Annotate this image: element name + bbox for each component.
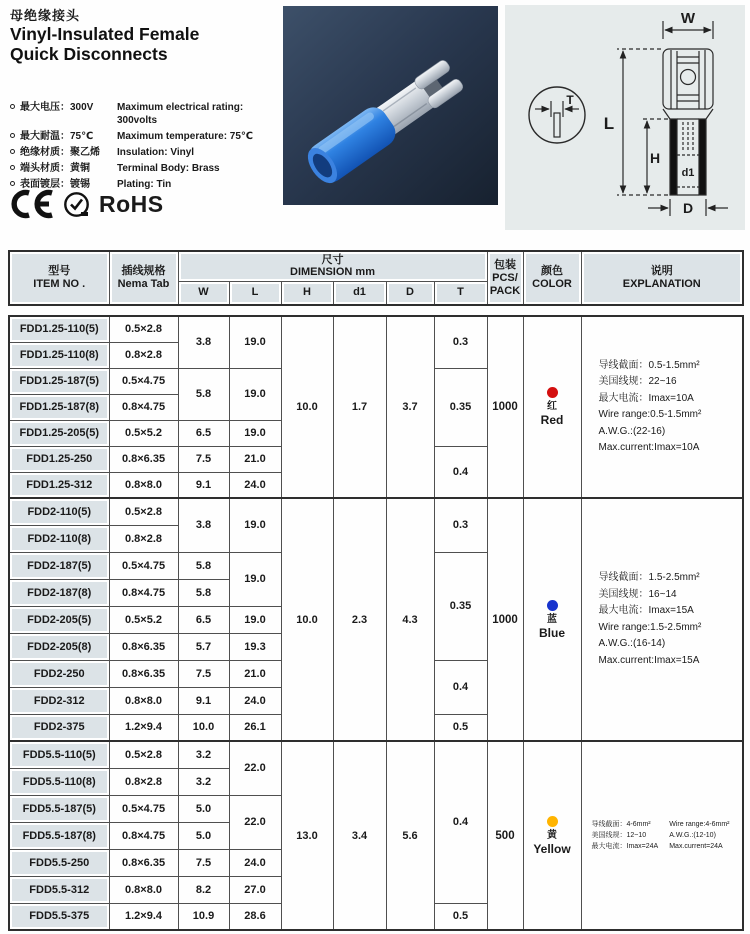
bullet-icon (10, 104, 15, 109)
dim-d-cell: 3.7 (386, 316, 434, 498)
dim-w-cell: 5.7 (178, 633, 229, 660)
dim-w-cell: 5.8 (178, 368, 229, 420)
nema-tab-cell: 0.8×6.35 (109, 446, 178, 472)
dim-l-cell: 27.0 (229, 876, 281, 903)
dim-l-cell: 19.0 (229, 498, 281, 552)
dim-w-cell: 3.8 (178, 498, 229, 552)
item-no-cell: FDD2-187(8) (9, 579, 109, 606)
nema-tab-cell: 0.5×5.2 (109, 420, 178, 446)
explanation-line: A.W.G.:(22-16) (598, 425, 666, 437)
item-no-cell: FDD1.25-187(5) (9, 368, 109, 394)
dim-l-cell: 19.0 (229, 606, 281, 633)
dim-w-cell: 3.8 (178, 316, 229, 368)
item-no-cell: FDD1.25-312 (9, 472, 109, 498)
page-title-cn: 母绝缘接头 (10, 8, 81, 23)
item-no-cell: FDD5.5-187(8) (9, 822, 109, 849)
header-dim-l: L (229, 281, 281, 305)
dim-l-cell: 28.6 (229, 903, 281, 930)
spec-en: Insulation: Vinyl (117, 147, 195, 158)
header-pack-en1: PCS/ (492, 271, 518, 284)
explanation-col-en: Wire range:4-6mm² A.W.G.:(12-10) Max.current=24A (669, 821, 730, 850)
pack-cell: 500 (487, 741, 523, 930)
dim-w-cell: 5.0 (178, 795, 229, 822)
nema-tab-cell: 0.8×2.8 (109, 525, 178, 552)
dim-l-cell: 22.0 (229, 795, 281, 849)
spec-row (10, 101, 282, 127)
spec-cn: 端头材质：黄铜 (20, 163, 90, 174)
explanation-line: 最大电流：Imax=15A (598, 605, 694, 616)
item-no-cell: FDD5.5-187(5) (9, 795, 109, 822)
item-no-cell: FDD5.5-375 (9, 903, 109, 930)
color-name-cn: 红 (547, 401, 557, 412)
dim-t-cell: 0.4 (434, 446, 487, 498)
page-title-en-line1: Vinyl-Insulated Female (10, 24, 200, 44)
dim-t-cell: 0.4 (434, 660, 487, 714)
dim-d1-cell: 3.4 (333, 741, 386, 930)
nema-tab-cell: 0.8×8.0 (109, 472, 178, 498)
product-photo (283, 6, 498, 205)
dim-w-cell: 9.1 (178, 472, 229, 498)
color-name-en: Yellow (533, 841, 571, 856)
dim-label-w: W (680, 10, 696, 27)
header-explanation (581, 251, 743, 305)
dim-h-cell: 10.0 (281, 316, 333, 498)
explanation-line: 导线截面：1.5-2.5mm² (598, 572, 700, 583)
nema-tab-cell: 0.8×4.75 (109, 394, 178, 420)
dim-w-cell: 10.0 (178, 714, 229, 741)
spec-en: Maximum electrical rating: 300volts (117, 102, 244, 126)
color-name-en: Red (540, 413, 564, 427)
item-no-cell: FDD5.5-110(8) (9, 768, 109, 795)
dim-w-cell: 6.5 (178, 420, 229, 446)
item-no-cell: FDD2-205(8) (9, 633, 109, 660)
explanation-cell (581, 498, 743, 741)
spec-en: Plating: Tin (117, 179, 172, 190)
header-pack (487, 251, 523, 305)
spec-en: Terminal Body: Brass (117, 163, 220, 174)
pack-cell: 1000 (487, 316, 523, 498)
nema-tab-cell: 0.8×4.75 (109, 822, 178, 849)
nema-tab-cell: 0.8×2.8 (109, 768, 178, 795)
header-color-en: COLOR (532, 278, 572, 290)
color-cell (523, 316, 581, 498)
diagram-drawing (529, 21, 728, 216)
dim-d-cell: 4.3 (386, 498, 434, 741)
header-nema-tab (109, 251, 178, 305)
dim-l-cell: 19.0 (229, 552, 281, 606)
dim-d1-cell: 1.7 (333, 316, 386, 498)
color-name-cn: 黄 (547, 829, 557, 841)
color-cell (523, 741, 581, 930)
item-no-cell: FDD2-250 (9, 660, 109, 687)
explanation-line: Wire range:1.5-2.5mm² (598, 621, 702, 633)
dim-label-d: D (682, 200, 694, 216)
dim-w-cell: 8.2 (178, 876, 229, 903)
certification-logos (10, 186, 164, 222)
item-no-cell: FDD5.5-250 (9, 849, 109, 876)
dim-w-cell: 9.1 (178, 687, 229, 714)
header-expl-en: EXPLANATION (622, 278, 701, 290)
bullet-icon (10, 149, 15, 154)
header-item-en: ITEM NO . (33, 278, 86, 290)
color-dot (547, 600, 558, 611)
dim-h-cell: 10.0 (281, 498, 333, 741)
header-color (523, 251, 581, 305)
dim-t-cell: 0.5 (434, 714, 487, 741)
explanation-col-cn: 导线截面：4-6mm² 美国线规：12~10 最大电流：Imax=24A (591, 821, 659, 850)
nema-tab-cell: 0.8×6.35 (109, 633, 178, 660)
dim-l-cell: 21.0 (229, 660, 281, 687)
item-no-cell: FDD2-110(8) (9, 525, 109, 552)
item-no-cell: FDD2-312 (9, 687, 109, 714)
nema-tab-cell: 0.5×5.2 (109, 606, 178, 633)
dim-l-cell: 19.0 (229, 368, 281, 420)
explanation-columns (592, 819, 743, 852)
item-no-cell: FDD1.25-250 (9, 446, 109, 472)
dim-t-cell: 0.4 (434, 741, 487, 903)
dim-d1-cell: 2.3 (333, 498, 386, 741)
dim-w-cell: 6.5 (178, 606, 229, 633)
dim-w-cell: 5.8 (178, 552, 229, 579)
explanation-line: 最大电流：Imax=10A (598, 392, 694, 404)
rohs-label: RoHS (99, 190, 164, 217)
nema-tab-cell: 0.5×4.75 (109, 552, 178, 579)
nema-tab-cell: 1.2×9.4 (109, 714, 178, 741)
specs-list (10, 101, 282, 194)
spec-cn: 表面镀层：镀锡 (20, 179, 90, 190)
dim-l-cell: 21.0 (229, 446, 281, 472)
explanation-line: Max.current:Imax=15A (598, 654, 700, 666)
nema-tab-cell: 0.5×2.8 (109, 741, 178, 768)
spec-cn: 最大耐温：75℃ (20, 131, 94, 142)
header-pack-cn: 包装 (494, 258, 516, 271)
item-no-cell: FDD1.25-187(8) (9, 394, 109, 420)
dim-l-cell: 26.1 (229, 714, 281, 741)
pack-cell: 1000 (487, 498, 523, 741)
color-dot (547, 816, 558, 827)
header-dimension (178, 251, 487, 281)
header-dim-t: T (434, 281, 487, 305)
explanation-line: Wire range:0.5-1.5mm² (598, 409, 702, 420)
spec-cn: 最大电压：300V (20, 102, 94, 113)
item-no-cell: FDD5.5-110(5) (9, 741, 109, 768)
dim-l-cell: 24.0 (229, 472, 281, 498)
table-row (9, 741, 743, 768)
nema-tab-cell: 0.8×6.35 (109, 660, 178, 687)
dim-l-cell: 19.0 (229, 420, 281, 446)
header-nema-cn: 插线规格 (121, 265, 166, 277)
explanation-cell (581, 741, 743, 930)
item-no-cell: FDD5.5-312 (9, 876, 109, 903)
dim-w-cell: 7.5 (178, 660, 229, 687)
dim-t-cell: 0.35 (434, 368, 487, 446)
header-nema-en: Nema Tab (117, 278, 170, 290)
header-expl-cn: 说明 (650, 265, 673, 277)
dim-l-cell: 22.0 (229, 741, 281, 795)
header-item-cn: 型号 (48, 265, 71, 277)
nema-tab-cell: 0.5×4.75 (109, 368, 178, 394)
dim-l-cell: 24.0 (229, 687, 281, 714)
nema-tab-cell: 0.8×8.0 (109, 876, 178, 903)
nema-tab-cell: 1.2×9.4 (109, 903, 178, 930)
item-no-cell: FDD2-187(5) (9, 552, 109, 579)
spec-cn: 绝缘材质：聚乙烯 (20, 147, 100, 158)
color-dot (547, 387, 558, 398)
dim-w-cell: 5.0 (178, 822, 229, 849)
nema-tab-cell: 0.8×8.0 (109, 687, 178, 714)
title-block (10, 5, 199, 64)
spec-table-body (8, 315, 744, 931)
explanation-cell (581, 316, 743, 498)
dim-t-cell: 0.35 (434, 552, 487, 660)
spec-row (10, 162, 282, 175)
item-no-cell: FDD2-205(5) (9, 606, 109, 633)
dim-label-l: L (603, 114, 615, 133)
dim-w-cell: 7.5 (178, 849, 229, 876)
dimension-diagram (505, 5, 745, 230)
header-dim-h: H (281, 281, 333, 305)
header-dim-en: DIMENSION mm (290, 266, 375, 279)
dim-w-cell: 7.5 (178, 446, 229, 472)
bullet-icon (10, 133, 15, 138)
item-no-cell: FDD1.25-110(5) (9, 316, 109, 342)
color-name-cn: 蓝 (547, 613, 557, 625)
spec-row (10, 130, 282, 143)
dim-d-cell: 5.6 (386, 741, 434, 930)
explanation-line: Max.current:Imax=10A (598, 442, 700, 453)
spec-en: Maximum temperature: 75℃ (117, 131, 254, 142)
dim-label-t: T (566, 93, 574, 107)
explanation-line: 美国线规：22~16 (598, 376, 677, 387)
dim-w-cell: 10.9 (178, 903, 229, 930)
table-row (9, 498, 743, 525)
color-name-en: Blue (538, 625, 565, 640)
spec-table-header (8, 250, 744, 306)
header-dim-d1: d1 (333, 281, 386, 305)
dim-w-cell: 3.2 (178, 768, 229, 795)
explanation-line: 导线截面：0.5-1.5mm² (598, 359, 700, 371)
nema-tab-cell: 0.5×2.8 (109, 498, 178, 525)
nema-tab-cell: 0.5×4.75 (109, 795, 178, 822)
header-dim-w: W (178, 281, 229, 305)
dim-w-cell: 5.8 (178, 579, 229, 606)
explanation-line: A.W.G.:(16-14) (598, 638, 666, 649)
item-no-cell: FDD2-110(5) (9, 498, 109, 525)
dim-h-cell: 13.0 (281, 741, 333, 930)
dim-t-cell: 0.5 (434, 903, 487, 930)
dim-t-cell: 0.3 (434, 316, 487, 368)
dim-t-cell: 0.3 (434, 498, 487, 552)
nema-tab-cell: 0.8×2.8 (109, 342, 178, 368)
header-color-cn: 颜色 (541, 265, 563, 277)
bullet-icon (10, 165, 15, 170)
header-dim-d: D (386, 281, 434, 305)
color-cell (523, 498, 581, 741)
ce-mark-icon (10, 189, 54, 219)
nema-tab-cell: 0.8×6.35 (109, 849, 178, 876)
spec-row (10, 146, 282, 159)
dim-l-cell: 19.0 (229, 316, 281, 368)
item-no-cell: FDD1.25-110(8) (9, 342, 109, 368)
dim-label-d1: d1 (681, 167, 695, 179)
dim-w-cell: 3.2 (178, 741, 229, 768)
item-no-cell: FDD2-375 (9, 714, 109, 741)
table-row (9, 316, 743, 342)
item-no-cell: FDD1.25-205(5) (9, 420, 109, 446)
nema-tab-cell: 0.8×4.75 (109, 579, 178, 606)
explanation-line: 美国线规：16~14 (598, 588, 677, 600)
dim-l-cell: 24.0 (229, 849, 281, 876)
header-pack-en2: PACK (489, 284, 521, 297)
header-item-no (9, 251, 109, 305)
header-dim-cn: 尺寸 (321, 253, 344, 266)
cert-circle-icon (63, 191, 90, 218)
dim-l-cell: 19.3 (229, 633, 281, 660)
nema-tab-cell: 0.5×2.8 (109, 316, 178, 342)
page-title-en-line2: Quick Disconnects (10, 44, 168, 64)
dim-label-h: H (649, 150, 661, 166)
